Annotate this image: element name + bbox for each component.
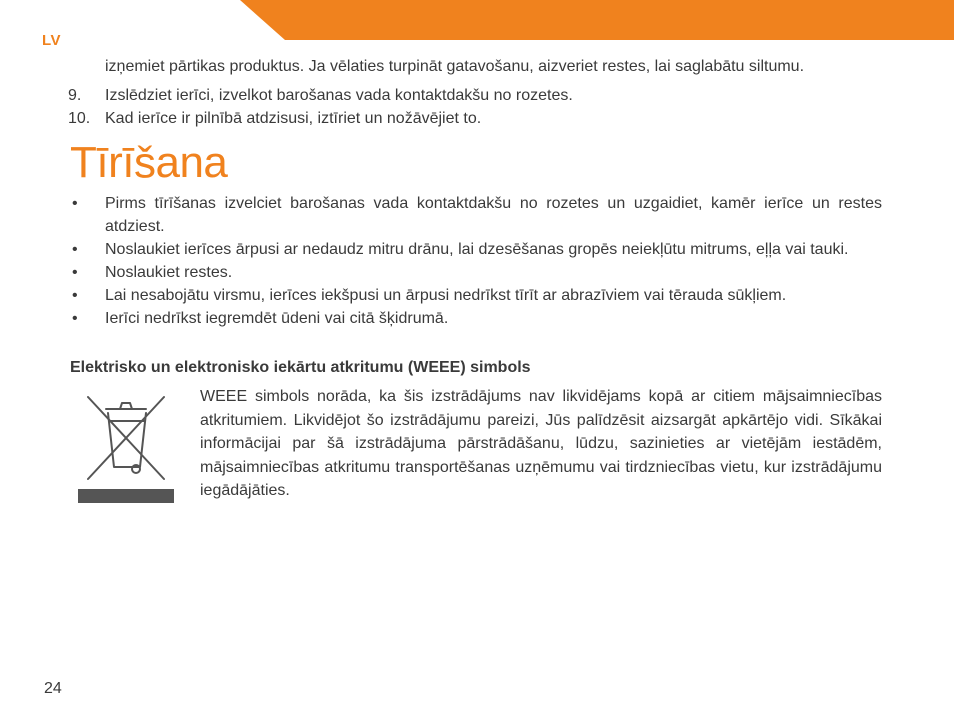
bullet-icon: • (72, 310, 78, 327)
bullet-text: Noslaukiet ierīces ārpusi ar nedaudz mitru drānu, lai dzesēšanas gropēs neiekļūtu mitrums, eļļa vai tauki. (105, 241, 849, 258)
step-number: 9. (68, 87, 82, 104)
weee-section (70, 385, 882, 507)
bullet-item (70, 261, 882, 284)
bullet-text: Ierīci nedrīkst iegremdēt ūdeni vai citā šķidrumā. (105, 310, 449, 327)
bullet-icon: • (72, 287, 78, 304)
weee-description: WEEE simbols norāda, ka šis izstrādājums nav likvidējams kopā ar citiem mājsaimniecības atkritumiem. Likvidējot šo izstrādājumu pareizi, Jūs palīdzēsit aizsargāt apkārtējo vidi. Sīkākai informācijai par šā izstrādājuma pārstrādāšanu, lūdzu, sazinieties ar vietējām iestādēm, mājsaimniecības atkritumu transportēšanas uzņēmumu vai tirdzniecības vietu, kur izstrādājumu iegādājāties. (200, 388, 882, 499)
step-text: Izslēdziet ierīci, izvelkot barošanas vada kontaktdakšu no rozetes. (105, 87, 573, 104)
bullet-item (70, 238, 882, 261)
bullet-text: Pirms tīrīšanas izvelciet barošanas vada kontaktdakšu no rozetes un uzgaidiet, kamēr ierīce un restes atdziest. (105, 195, 882, 235)
bullet-icon: • (72, 264, 78, 281)
step-item (70, 107, 882, 130)
crossed-out-wheelie-bin-icon (78, 387, 174, 507)
step-item (70, 84, 882, 107)
page-number: 24 (44, 680, 62, 697)
weee-heading: Elektrisko un elektronisko iekārtu atkritumu (WEEE) simbols (70, 359, 531, 376)
bullet-icon: • (72, 241, 78, 258)
bullet-text: Lai nesabojātu virsmu, ierīces iekšpusi un ārpusi nedrīkst tīrīt ar abrazīviem vai tērauda sūkļiem. (105, 287, 787, 304)
header-banner (0, 0, 954, 40)
bullet-item (70, 307, 882, 330)
cleaning-bullet-list (70, 192, 882, 330)
bullet-text: Noslaukiet restes. (105, 264, 233, 281)
section-title: Tīrīšana (70, 138, 228, 187)
continued-paragraph: izņemiet pārtikas produktus. Ja vēlaties turpināt gatavošanu, aizveriet restes, lai saglabātu siltumu. (105, 58, 805, 75)
bullet-item (70, 192, 882, 238)
bullet-icon: • (72, 195, 78, 212)
language-code: LV (42, 32, 62, 49)
numbered-steps (70, 84, 882, 130)
step-number: 10. (68, 110, 91, 127)
step-text: Kad ierīce ir pilnībā atdzisusi, iztīriet un nožāvējiet to. (105, 110, 482, 127)
page-content (70, 55, 882, 507)
bullet-item (70, 284, 882, 307)
